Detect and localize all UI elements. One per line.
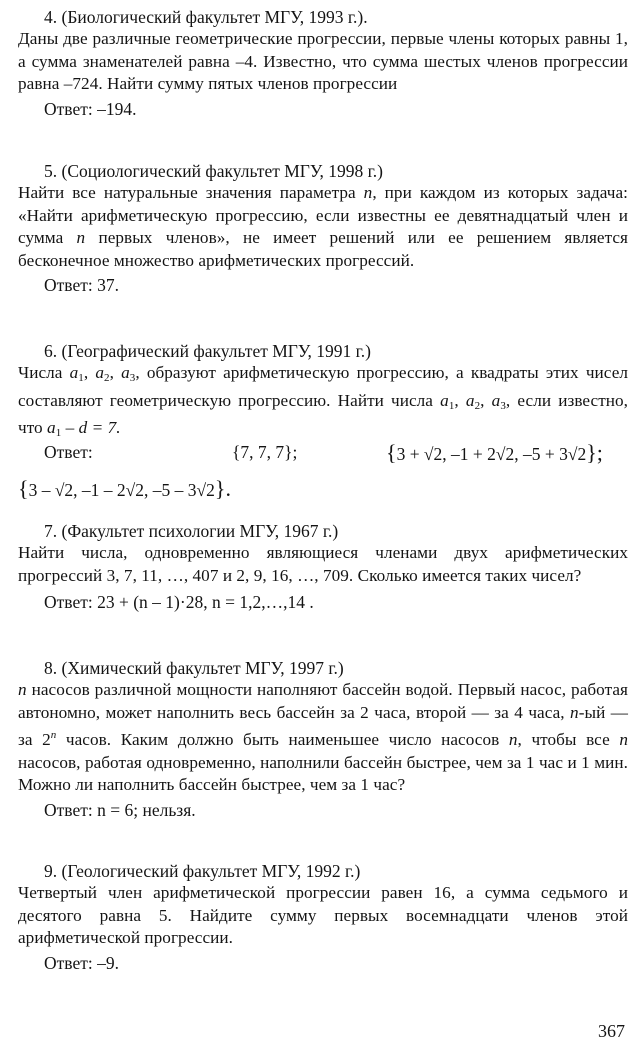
problem-4 xyxy=(18,6,628,120)
answer-label: Ответ: xyxy=(44,799,93,820)
answer-value-3: {3 – √2, –1 – 2√2, –5 – 3√2}. xyxy=(18,476,231,501)
answer-value: 37. xyxy=(97,275,119,295)
answer-label: Ответ: xyxy=(44,98,93,119)
answer-line xyxy=(18,98,628,120)
answer-value: 23 + (n – 1)·28, n = 1,2,…,14 . xyxy=(97,592,314,612)
answer-label: Ответ: xyxy=(44,952,93,973)
answer-value: –194. xyxy=(97,98,137,119)
problem-9 xyxy=(18,860,628,974)
problem-text: n насосов различной мощности наполняют бассейн водой. Первый насос, работая автономно, может наполнить весь бассейн за 2 часа, второй — за 4 часа, n-ый — за 2$^n$ часов. Каким должно быть наименьшее число насосов n, чтобы все n насосов, работая одновременно, наполнили бассейн быстрее, чем за 1 час и 1 мин. Можно ли наполнить бассейн быстрее, чем за 1 час? xyxy=(18,680,628,794)
problem-title: 7. (Факультет психологии МГУ, 1967 г.) xyxy=(44,521,339,541)
answer-label: Ответ: xyxy=(44,275,93,295)
problem-6 xyxy=(18,340,628,445)
answer-value: n = 6; нельзя. xyxy=(97,799,196,820)
problem-text: Даны две различные геометрические прогрессии, первые члены которых равны 1, а сумма знаменателей равна –4. Известно, что сумма шестых членов прогрессии равна –724. Найти сумму пятых членов прогрессии xyxy=(18,29,628,93)
problem-title: 5. (Социологический факультет МГУ, 1998 г.) xyxy=(44,161,383,181)
page-number: 367 xyxy=(598,1021,625,1041)
problem-text: Числа $a_1$, $a_2$, $a_3$, образуют арифметическую прогрессию, а квадраты этих чисел составляют геометрическую прогрессию. Найти числа $a_1$, $a_2$, $a_3$, если известно, что $a_1 - d = 7$. xyxy=(18,363,628,439)
problem-text: Найти все натуральные значения параметра n, при каждом из которых задача: «Найти арифметическую прогрессию, если известны ее девятнадцатый член и сумма n первых членов», не имеет решений или ее решением является бесконечное множество арифметических прогрессий. xyxy=(18,183,628,270)
answer-label: Ответ: xyxy=(44,442,93,462)
problem-7 xyxy=(18,520,628,613)
answer-line xyxy=(18,274,628,296)
answer-value-1: {7, 7, 7}; xyxy=(232,442,298,462)
answer-value: –9. xyxy=(97,952,119,973)
problem-title: 8. (Химический факультет МГУ, 1997 г.) xyxy=(44,658,344,678)
answer-line xyxy=(44,442,93,463)
answer-label: Ответ: xyxy=(44,592,93,612)
answer-line xyxy=(18,591,628,613)
problem-title: 4. (Биологический факультет МГУ, 1993 г.). xyxy=(44,7,368,27)
problem-8 xyxy=(18,657,628,821)
problem-title: 9. (Геологический факультет МГУ, 1992 г.) xyxy=(44,861,361,881)
answer-line xyxy=(18,799,628,821)
problem-text: Четвертый член арифметической прогрессии равен 16, а сумма седьмого и десятого равна 5. Найдите сумму первых восемнадцати членов этой арифметической прогрессии. xyxy=(18,883,628,947)
problem-title: 6. (Географический факультет МГУ, 1991 г.) xyxy=(44,341,371,361)
problem-text: Найти числа, одновременно являющиеся членами двух арифметических прогрессий 3, 7, 11, …, 407 и 2, 9, 16, …, 709. Сколько имеется таких чисел? xyxy=(18,543,628,585)
answer-line xyxy=(18,952,628,974)
answer-value-2: {3 + √2, –1 + 2√2, –5 + 3√2}; xyxy=(386,440,603,465)
problem-5 xyxy=(18,160,628,296)
